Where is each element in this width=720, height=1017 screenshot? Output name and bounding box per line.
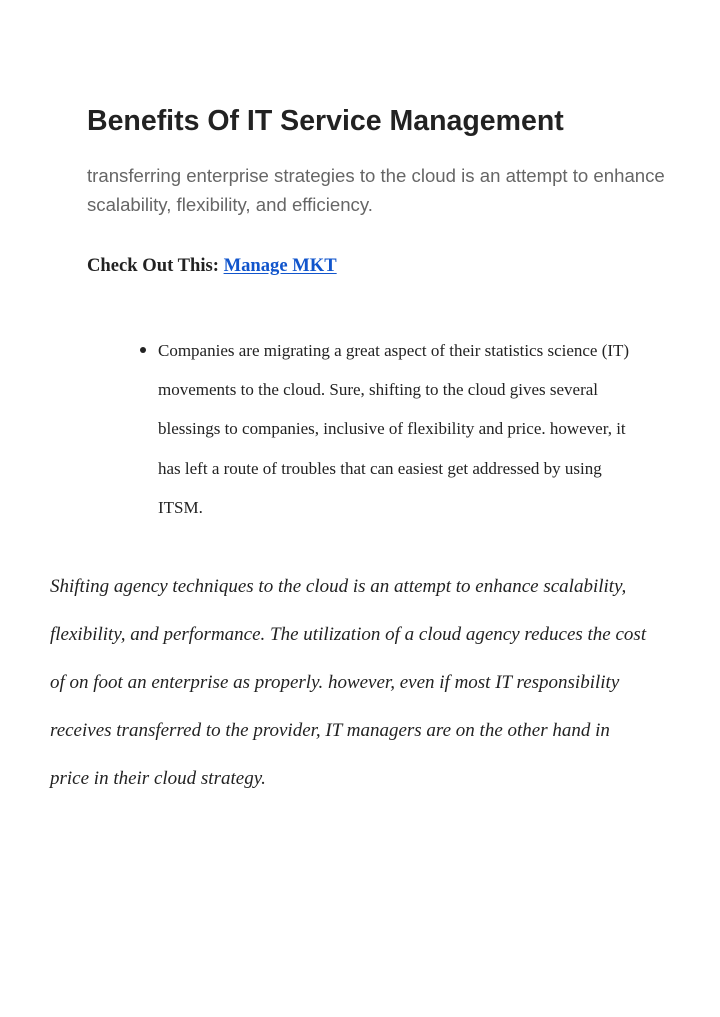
manage-mkt-link[interactable]: Manage MKT <box>223 255 337 276</box>
check-out-label: Check Out This: <box>87 255 224 276</box>
italic-paragraph: Shifting agency techniques to the cloud is an attempt to enhance scalability, flexibility, and performance. The utilization of a cloud agency reduces the cost of on foot an enterprise as properly. however, even if most IT responsibility receives transferred to the provider, IT managers are on the other hand in price in their cloud strategy. <box>50 576 647 789</box>
page-title: Benefits Of IT Service Management <box>87 105 564 137</box>
bullet-dot-icon <box>140 347 146 353</box>
list-item <box>130 331 630 527</box>
subtitle: transferring enterprise strategies to the cloud is an attempt to enhance scalability, flexibility, and efficiency. <box>87 165 665 215</box>
bullet-list <box>130 331 630 527</box>
check-out-line <box>87 252 337 280</box>
list-item-text: Companies are migrating a great aspect of their statistics science (IT) movements to the cloud. Sure, shifting to the cloud gives several blessings to companies, inclusive of flexibility and price. however, it has left a route of troubles that can easiest get addressed by using ITSM. <box>158 341 630 517</box>
